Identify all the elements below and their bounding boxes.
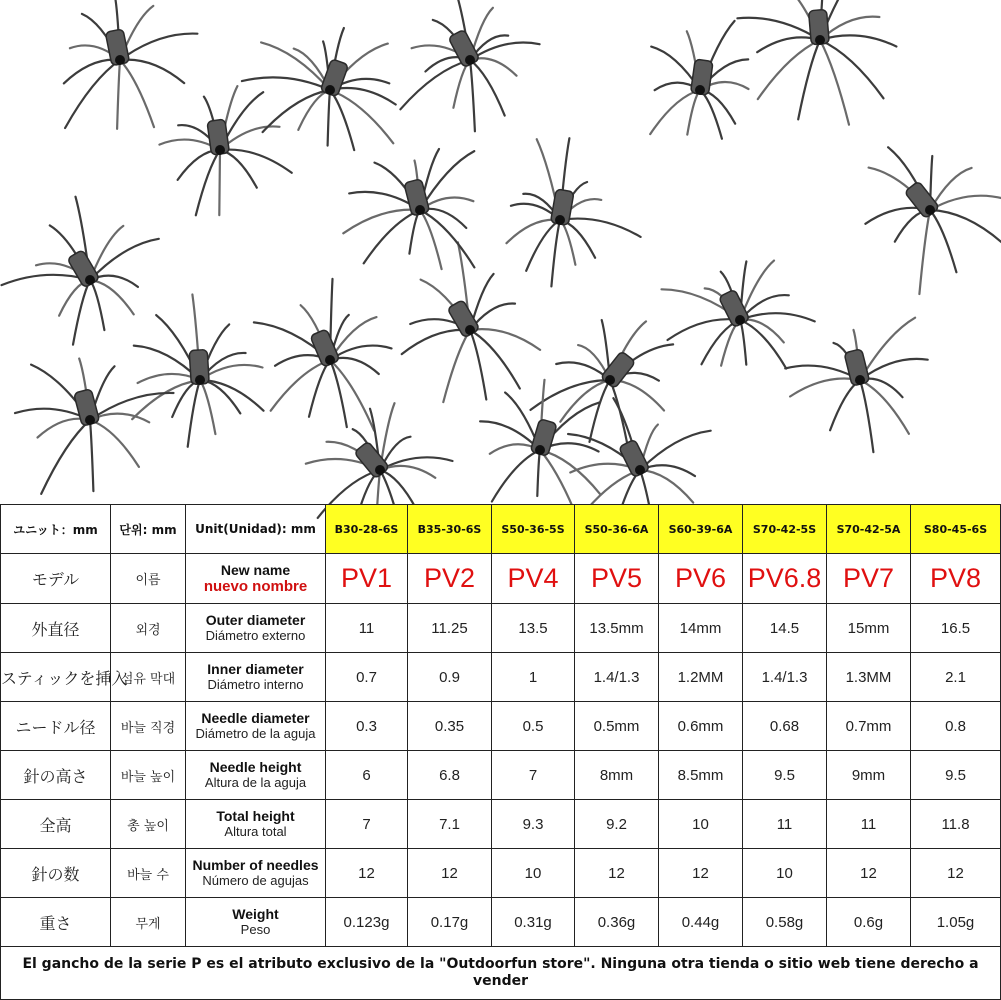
spec-value: 0.68	[743, 702, 827, 751]
spec-value: 7	[492, 751, 575, 800]
spec-value: 11	[827, 800, 911, 849]
spec-row	[1, 751, 1001, 800]
row-label-kr: 무게	[111, 898, 186, 947]
row-label-jp: 外直径	[1, 604, 111, 653]
label-en-main: New name	[220, 561, 291, 578]
spec-row	[1, 898, 1001, 947]
unit-label-jp: ユニット：mm	[1, 505, 111, 554]
row-label-en	[186, 751, 326, 800]
row-label-kr: 외경	[111, 604, 186, 653]
row-label-es: Diámetro de la aguja	[195, 725, 316, 741]
spec-value: 1.4/1.3	[743, 653, 827, 702]
spec-table-grid	[0, 504, 1001, 1000]
row-label-jp: 全高	[1, 800, 111, 849]
treble-hook-cluster	[737, 0, 896, 125]
treble-hook-cluster	[785, 318, 928, 452]
spec-value: 6.8	[408, 751, 492, 800]
spec-value: 11	[326, 604, 408, 653]
spec-value: 0.36g	[575, 898, 659, 947]
treble-hook-cluster	[64, 0, 198, 129]
spec-value: 1.05g	[911, 898, 1001, 947]
model-code: S50-36-5S	[492, 505, 575, 554]
spec-rows	[1, 604, 1001, 947]
spec-value: 12	[408, 849, 492, 898]
label-en	[186, 554, 326, 604]
model-code: S70-42-5A	[827, 505, 911, 554]
row-label-jp: ニードル径	[1, 702, 111, 751]
new-name-value: PV2	[408, 554, 492, 604]
spec-value: 0.7mm	[827, 702, 911, 751]
exclusive-notice: El gancho de la serie P es el atributo exclusivo de la "Outdoorfun store". Ninguna otra tienda o sitio web tiene derecho a vender	[1, 947, 1001, 1000]
spec-value: 1	[492, 653, 575, 702]
row-label-en	[186, 702, 326, 751]
spec-value: 7.1	[408, 800, 492, 849]
row-label-es: Número de agujas	[202, 872, 309, 888]
unit-label-kr: 단위: mm	[111, 505, 186, 554]
spec-value: 9mm	[827, 751, 911, 800]
row-label-es: Diámetro externo	[205, 627, 306, 643]
spec-value: 7	[326, 800, 408, 849]
spec-value: 0.7	[326, 653, 408, 702]
name-row	[1, 554, 1001, 604]
spec-row	[1, 702, 1001, 751]
spec-value: 11	[743, 800, 827, 849]
row-label-en-main: Weight	[232, 906, 279, 923]
row-label-kr: 바늘 높이	[111, 751, 186, 800]
treble-hook-cluster	[159, 86, 291, 215]
label-jp: モデル	[1, 554, 111, 604]
spec-value: 9.2	[575, 800, 659, 849]
row-label-en-main: Needle diameter	[201, 710, 310, 727]
spec-value: 10	[659, 800, 743, 849]
spec-value: 0.9	[408, 653, 492, 702]
spec-row	[1, 653, 1001, 702]
label-es-red: nuevo nombre	[203, 577, 308, 595]
row-label-en-main: Needle height	[209, 759, 302, 776]
treble-hook-cluster	[132, 295, 263, 447]
treble-hook-cluster	[2, 197, 159, 345]
row-label-kr: 총 높이	[111, 800, 186, 849]
model-code: B30-28-6S	[326, 505, 408, 554]
spec-value: 14mm	[659, 604, 743, 653]
treble-hook-cluster	[254, 279, 392, 431]
spec-value: 15mm	[827, 604, 911, 653]
treble-hook-cluster	[343, 149, 474, 269]
spec-value: 9.5	[911, 751, 1001, 800]
row-label-jp: 針の高さ	[1, 751, 111, 800]
row-label-kr: 바늘 수	[111, 849, 186, 898]
spec-value: 13.5mm	[575, 604, 659, 653]
spec-value: 0.3	[326, 702, 408, 751]
spec-value: 9.3	[492, 800, 575, 849]
spec-value: 10	[492, 849, 575, 898]
row-label-es: Diámetro interno	[207, 676, 304, 692]
row-label-en	[186, 849, 326, 898]
treble-hook-cluster	[402, 242, 540, 402]
row-label-en	[186, 604, 326, 653]
spec-value: 0.8	[911, 702, 1001, 751]
row-label-en-main: Outer diameter	[205, 612, 306, 629]
spec-value: 0.58g	[743, 898, 827, 947]
spec-value: 14.5	[743, 604, 827, 653]
spec-value: 0.31g	[492, 898, 575, 947]
spec-value: 1.3MM	[827, 653, 911, 702]
spec-value: 8.5mm	[659, 751, 743, 800]
treble-hook-cluster	[242, 28, 396, 150]
treble-hook-cluster	[507, 138, 641, 286]
treble-hook-cluster	[662, 261, 815, 369]
row-label-en	[186, 898, 326, 947]
spec-value: 1.2MM	[659, 653, 743, 702]
spec-value: 2.1	[911, 653, 1001, 702]
label-kr: 이름	[111, 554, 186, 604]
spec-value: 1.4/1.3	[575, 653, 659, 702]
row-label-en-main: Inner diameter	[207, 661, 304, 678]
spec-value: 0.6mm	[659, 702, 743, 751]
treble-hook-cluster	[865, 147, 1001, 294]
notice-row	[1, 947, 1001, 1000]
spec-value: 0.44g	[659, 898, 743, 947]
spec-value: 16.5	[911, 604, 1001, 653]
header-row	[1, 505, 1001, 554]
spec-value: 9.5	[743, 751, 827, 800]
model-code: B35-30-6S	[408, 505, 492, 554]
spec-table	[0, 504, 1000, 1000]
spec-value: 8mm	[575, 751, 659, 800]
spec-value: 12	[911, 849, 1001, 898]
new-name-value: PV6	[659, 554, 743, 604]
spec-value: 10	[743, 849, 827, 898]
row-label-en	[186, 800, 326, 849]
model-code: S50-36-6A	[575, 505, 659, 554]
spec-value: 0.5mm	[575, 702, 659, 751]
treble-hook-cluster	[650, 21, 748, 139]
spec-value: 13.5	[492, 604, 575, 653]
spec-value: 11.25	[408, 604, 492, 653]
spec-value: 12	[827, 849, 911, 898]
new-name-value: PV5	[575, 554, 659, 604]
spec-value: 0.17g	[408, 898, 492, 947]
spec-value: 0.35	[408, 702, 492, 751]
row-label-es: Peso	[240, 921, 271, 937]
spec-value: 12	[575, 849, 659, 898]
new-name-value: PV1	[326, 554, 408, 604]
treble-hook-cluster	[400, 0, 539, 131]
spec-value: 12	[659, 849, 743, 898]
spec-row	[1, 604, 1001, 653]
model-code: S60-39-6A	[659, 505, 743, 554]
spec-value: 11.8	[911, 800, 1001, 849]
spec-value: 6	[326, 751, 408, 800]
spec-value: 0.5	[492, 702, 575, 751]
row-label-kr: 바늘 직경	[111, 702, 186, 751]
row-label-en	[186, 653, 326, 702]
model-code: S70-42-5S	[743, 505, 827, 554]
spec-value: 0.123g	[326, 898, 408, 947]
new-name-value: PV6.8	[743, 554, 827, 604]
row-label-kr: 섬유 막대	[111, 653, 186, 702]
row-label-en-main: Number of needles	[192, 857, 319, 874]
row-label-jp: 針の数	[1, 849, 111, 898]
spec-row	[1, 849, 1001, 898]
model-code: S80-45-6S	[911, 505, 1001, 554]
row-label-jp: スティックを挿入	[1, 653, 111, 702]
new-name-value: PV4	[492, 554, 575, 604]
new-name-value: PV7	[827, 554, 911, 604]
row-label-en-main: Total height	[216, 808, 295, 825]
new-name-value: PV8	[911, 554, 1001, 604]
row-label-es: Altura de la aguja	[204, 774, 307, 790]
unit-label-es: Unit(Unidad): mm	[186, 505, 326, 554]
row-label-es: Altura total	[224, 823, 287, 839]
spec-value: 12	[326, 849, 408, 898]
spec-row	[1, 800, 1001, 849]
spec-value: 0.6g	[827, 898, 911, 947]
row-label-jp: 重さ	[1, 898, 111, 947]
